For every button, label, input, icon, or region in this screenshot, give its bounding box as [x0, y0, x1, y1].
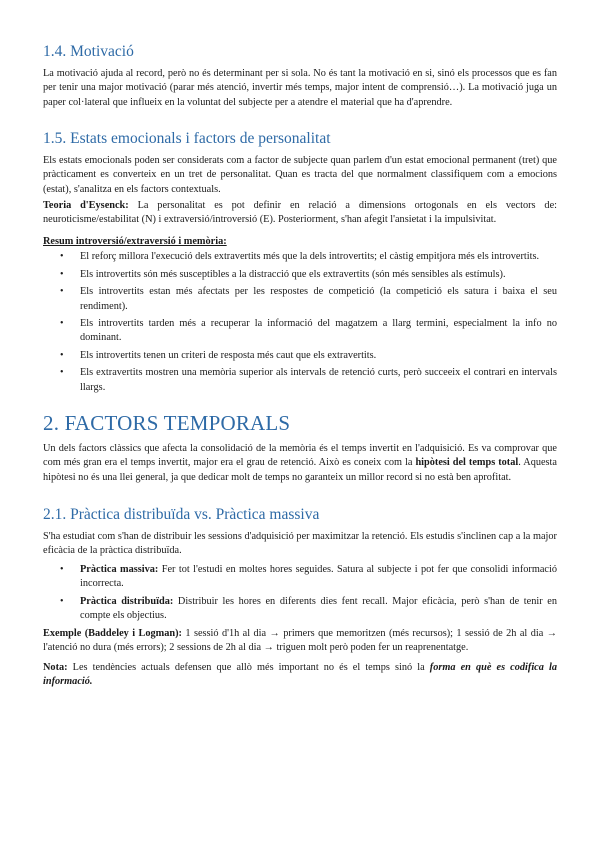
section-title: 2.1. Pràctica distribuïda vs. Pràctica massiva	[43, 506, 320, 523]
list-item	[43, 349, 557, 363]
practice-list-block	[43, 563, 557, 624]
list-item-text: El reforç millora l'execució dels extravertits més que la dels introvertits; el càstig empitjora més els introvertits.	[80, 251, 540, 263]
temporal-text-a: Un dels factors clàssics que afecta la consolidació de la memòria és el temps invertit en l'adquisició. Es va comprovar que com més gran era el temps invertit, major era el grau de retenció. Això es coneix com la	[43, 443, 557, 469]
note-text: Les tendències actuals defensen que allò més important no és el temps sinó la	[67, 662, 430, 673]
bullet-dot: •	[60, 318, 64, 330]
total-time-hypothesis: hipòtesi del temps total	[415, 457, 519, 469]
chapter-title: 2. FACTORS TEMPORALS	[43, 411, 291, 435]
summary-list	[43, 250, 557, 395]
example-block	[43, 627, 557, 656]
eysenck-block	[43, 199, 557, 228]
note-paragraph	[43, 661, 557, 690]
temporal-text-b: . Aquesta hipòtesi no és una llei general, ja que dedicar molt de temps no garanteix un millor record si no està ben aprofitat.	[43, 457, 557, 483]
example-paragraph	[43, 627, 557, 656]
section-2	[43, 410, 557, 436]
note-emphasis: forma en què es codifica la informació.	[43, 662, 557, 688]
eysenck-label: Teoria d'Eysenck:	[43, 200, 129, 211]
list-item-text: Els introvertits tenen un criteri de resposta més caut que els extravertits.	[80, 349, 377, 361]
section-1-4-body	[43, 67, 557, 110]
summary-title	[43, 235, 557, 249]
list-item	[43, 317, 557, 346]
eysenck-text: La personalitat es pot definir en relació a dimensions ortogonals en els vectors de: neuroticisme/estabilitat (N) i extraversió/introversió (E). Posteriorment, s'han afegit l'ansietat i la impulsivitat.	[43, 200, 557, 226]
emotions-paragraph: Els estats emocionals poden ser considerats com a factor de subjecte quan parlem d'un estat emocional permanent (tret) que pràcticament es converteix en un tret de personalitat. Quan es tracta del que normalment classifiquem com a emocions (estat), s'analitza en els factors contextuals.	[43, 155, 557, 195]
section-title: 1.5. Estats emocionals i factors de personalitat	[43, 130, 331, 147]
eysenck-paragraph	[43, 199, 557, 228]
bullet-dot: •	[60, 595, 64, 607]
distributed-practice-label: Pràctica distribuïda:	[80, 595, 174, 607]
bullet-dot: •	[60, 349, 64, 361]
bullet-dot: •	[60, 251, 64, 263]
list-item-text: Els introvertits tarden més a recuperar la informació del magatzem a llarg termini, especialment la info no dominant.	[80, 318, 557, 344]
note-block	[43, 661, 557, 690]
section-title: 1.4. Motivació	[43, 43, 134, 60]
section-2-1	[43, 505, 557, 525]
summary-title-text: Resum introversió/extraversió i memòria:	[43, 236, 227, 247]
section-2-body	[43, 442, 557, 485]
list-item	[43, 563, 557, 592]
bullet-dot: •	[60, 286, 64, 298]
summary-block	[43, 235, 557, 395]
section-2-1-body	[43, 530, 557, 559]
section-1-5	[43, 129, 557, 149]
list-item	[43, 595, 557, 624]
list-item-text: Fer tot l'estudi en moltes hores seguides. Satura al subjecte i pot fer que consolidi informació incorrecta.	[80, 564, 557, 590]
bullet-dot: •	[60, 367, 64, 379]
bullet-dot: •	[60, 268, 64, 280]
list-item	[43, 285, 557, 314]
list-item	[43, 366, 557, 395]
motivation-paragraph: La motivació ajuda al record, però no és determinant per si sola. No és tant la motivació en si, sinó els processos que es fan per tenir una major motivació (parar més atenció, invertir més temps, major intent de comprensió…). La motivació juga un paper col·lateral que influeix en la voluntat del subjecte per a atendre el material que ha d'aprendre.	[43, 68, 557, 108]
list-item-text: Els extravertits mostren una memòria superior als intervals de retenció curts, però succeeix el contrari en intervals llargs.	[80, 367, 557, 393]
list-item-text: Els introvertits estan més afectats per les respostes de competició (la competició els satura i baixa el seu rendiment).	[80, 286, 557, 312]
list-item-text: Distribuir les hores en diferents dies fent recall. Major eficàcia, però s'han de tenir en compte els objectius.	[80, 595, 558, 622]
list-item	[43, 250, 557, 264]
section-1-5-body	[43, 154, 557, 197]
section-1-4	[43, 42, 557, 62]
massive-practice-label: Pràctica massiva:	[80, 564, 159, 575]
note-label: Nota:	[43, 662, 68, 673]
practice-list	[43, 563, 557, 624]
list-item-text: Els introvertits són més susceptibles a la distracció que els extravertits (són més sensibles als estímuls).	[80, 268, 506, 280]
bullet-dot: •	[60, 564, 64, 575]
example-text: 1 sessió d'1h al dia → primers que memoritzen (més recursos); 1 sessió de 2h al dia → l'atenció no dura (més errors); 2 sessions de 2h al dia → triguen molt però poden fer un reaprenentatge.	[43, 628, 557, 654]
temporal-paragraph	[43, 442, 557, 485]
practice-paragraph: S'ha estudiat com s'han de distribuir les sessions d'adquisició per maximitzar la retenció. Els estudis s'inclinen cap a la major eficàcia de la pràctica distribuïda.	[43, 531, 557, 557]
list-item	[43, 268, 557, 282]
example-label: Exemple (Baddeley i Logman):	[43, 628, 182, 639]
